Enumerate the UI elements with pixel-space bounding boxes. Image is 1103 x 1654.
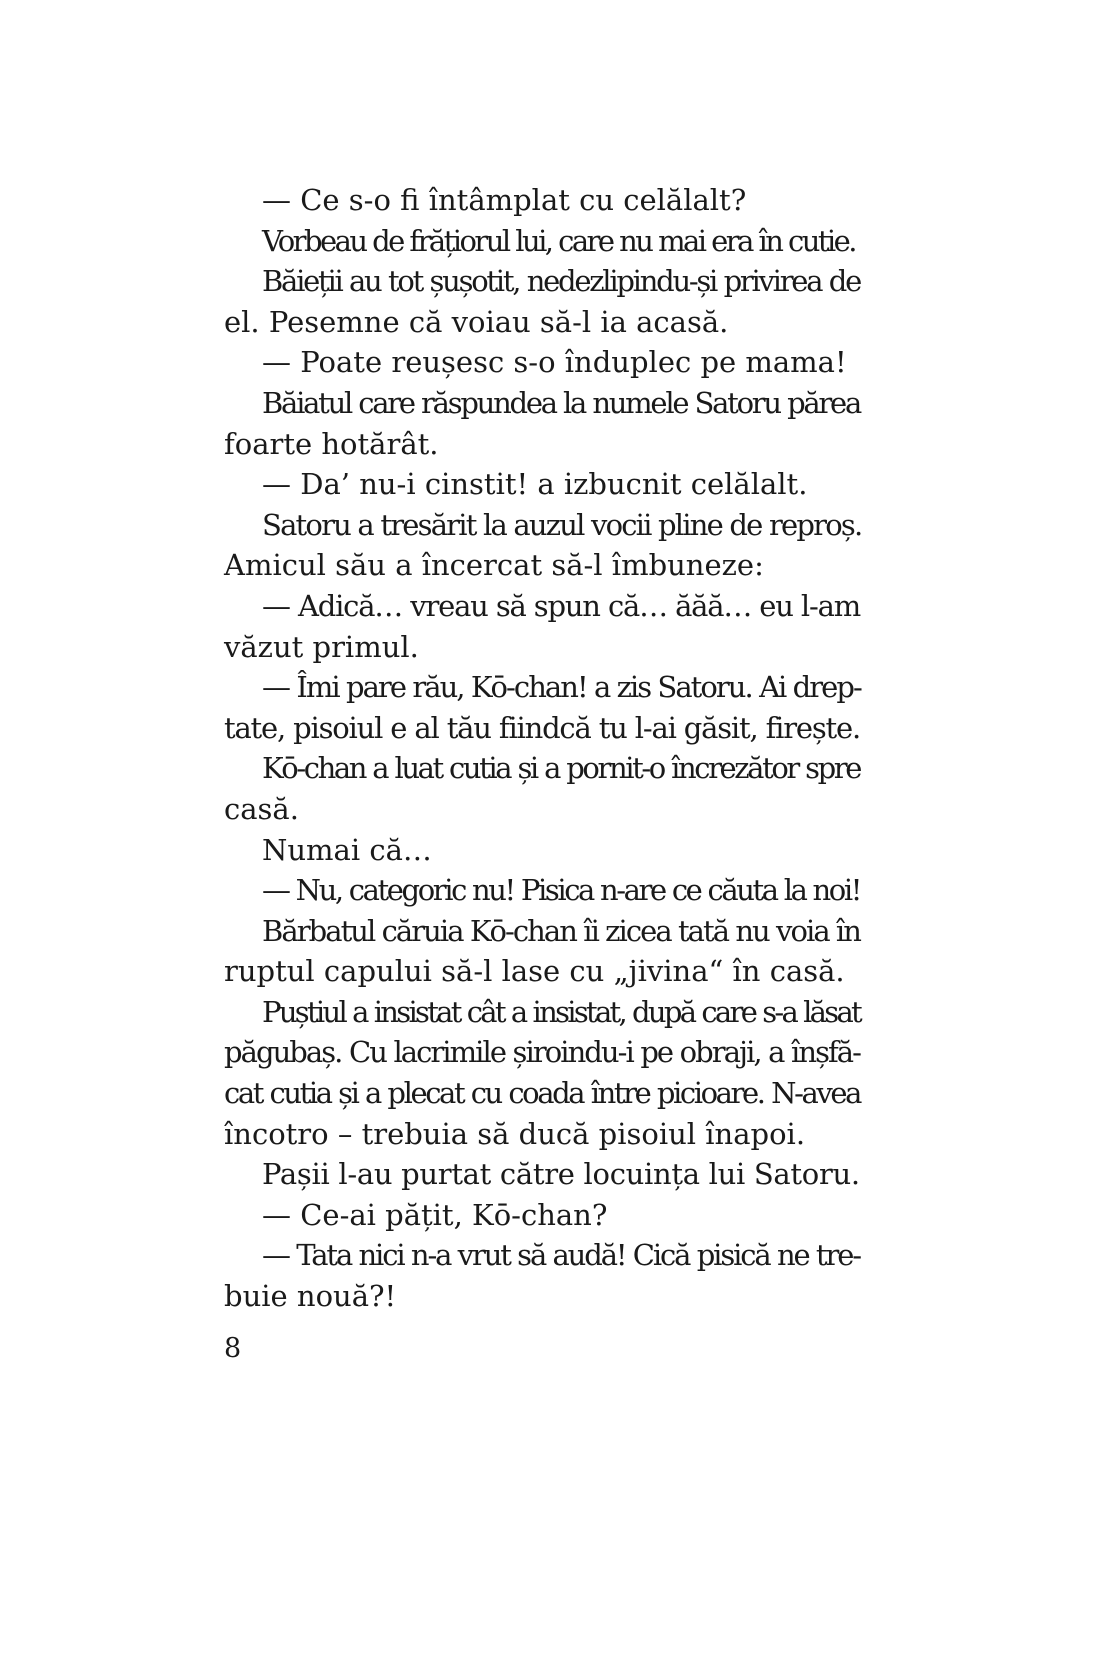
text-line: Pașii l-au purtat către locuința lui Satoru. (262, 1157, 860, 1192)
body-text (224, 180, 860, 1317)
text-line: Băiatul care răspundea la numele Satoru părea (262, 385, 860, 420)
text-line: Puștiul a insistat cât a insistat, după care s-a lăsat (262, 994, 860, 1029)
text-line: — Ce s-o fi întâmplat cu celălalt? (262, 183, 747, 217)
text-line: casă. (224, 791, 299, 826)
text-line: Numai că… (262, 832, 432, 867)
text-line: Băieții au tot șușotit, nedezlipindu-și privirea de (262, 264, 860, 299)
text-line: ruptul capului să-l lase cu „jivina“ în casă. (224, 954, 845, 989)
text-line: Kō-chan a luat cutia și a pornit-o încrezător spre (262, 751, 860, 786)
text-line: el. Pesemne că voiau să-l ia acasă. (224, 304, 729, 339)
text-line: Vorbeau de frățiorul lui, care nu mai era în cutie. (262, 223, 855, 258)
text-line: tate, pisoiul e al tău fiindcă tu l-ai găsit, firește. (224, 710, 860, 745)
text-line: — Da’ nu-i cinstit! a izbucnit celălalt. (262, 467, 808, 502)
text-line: văzut primul. (224, 629, 419, 664)
text-line: Bărbatul căruia Kō-chan îi zicea tată nu voia în (262, 913, 860, 948)
text-line: păgubaș. Cu lacrimile șiroindu-i pe obraji, a înșfă- (224, 1035, 860, 1070)
text-line: — Poate reușesc s-o înduplec pe mama! (262, 345, 847, 380)
text-line: — Tata nici n-a vrut să audă! Cică pisică ne tre- (262, 1238, 860, 1273)
text-line: — Ce-ai pățit, Kō-chan? (262, 1197, 608, 1232)
text-line: — Îmi pare rău, Kō-chan! a zis Satoru. Ai drep- (262, 670, 861, 705)
text-line: buie nouă?! (224, 1279, 397, 1314)
page-number: 8 (224, 1333, 242, 1364)
text-line: încotro – trebuia să ducă pisoiul înapoi. (224, 1116, 806, 1151)
text-line: — Adică… vreau să spun că… ăăă… eu l-am (262, 588, 860, 623)
text-line: Amicul său a încercat să-l îmbuneze: (224, 548, 764, 583)
text-line: Satoru a tresărit la auzul vocii pline de reproș. (262, 507, 862, 542)
text-line: — Nu, categoric nu! Pisica n-are ce căuta la noi! (262, 873, 860, 908)
text-line: cat cutia și a plecat cu coada între picioare. N-avea (224, 1076, 860, 1111)
text-line: foarte hotărât. (224, 426, 439, 461)
